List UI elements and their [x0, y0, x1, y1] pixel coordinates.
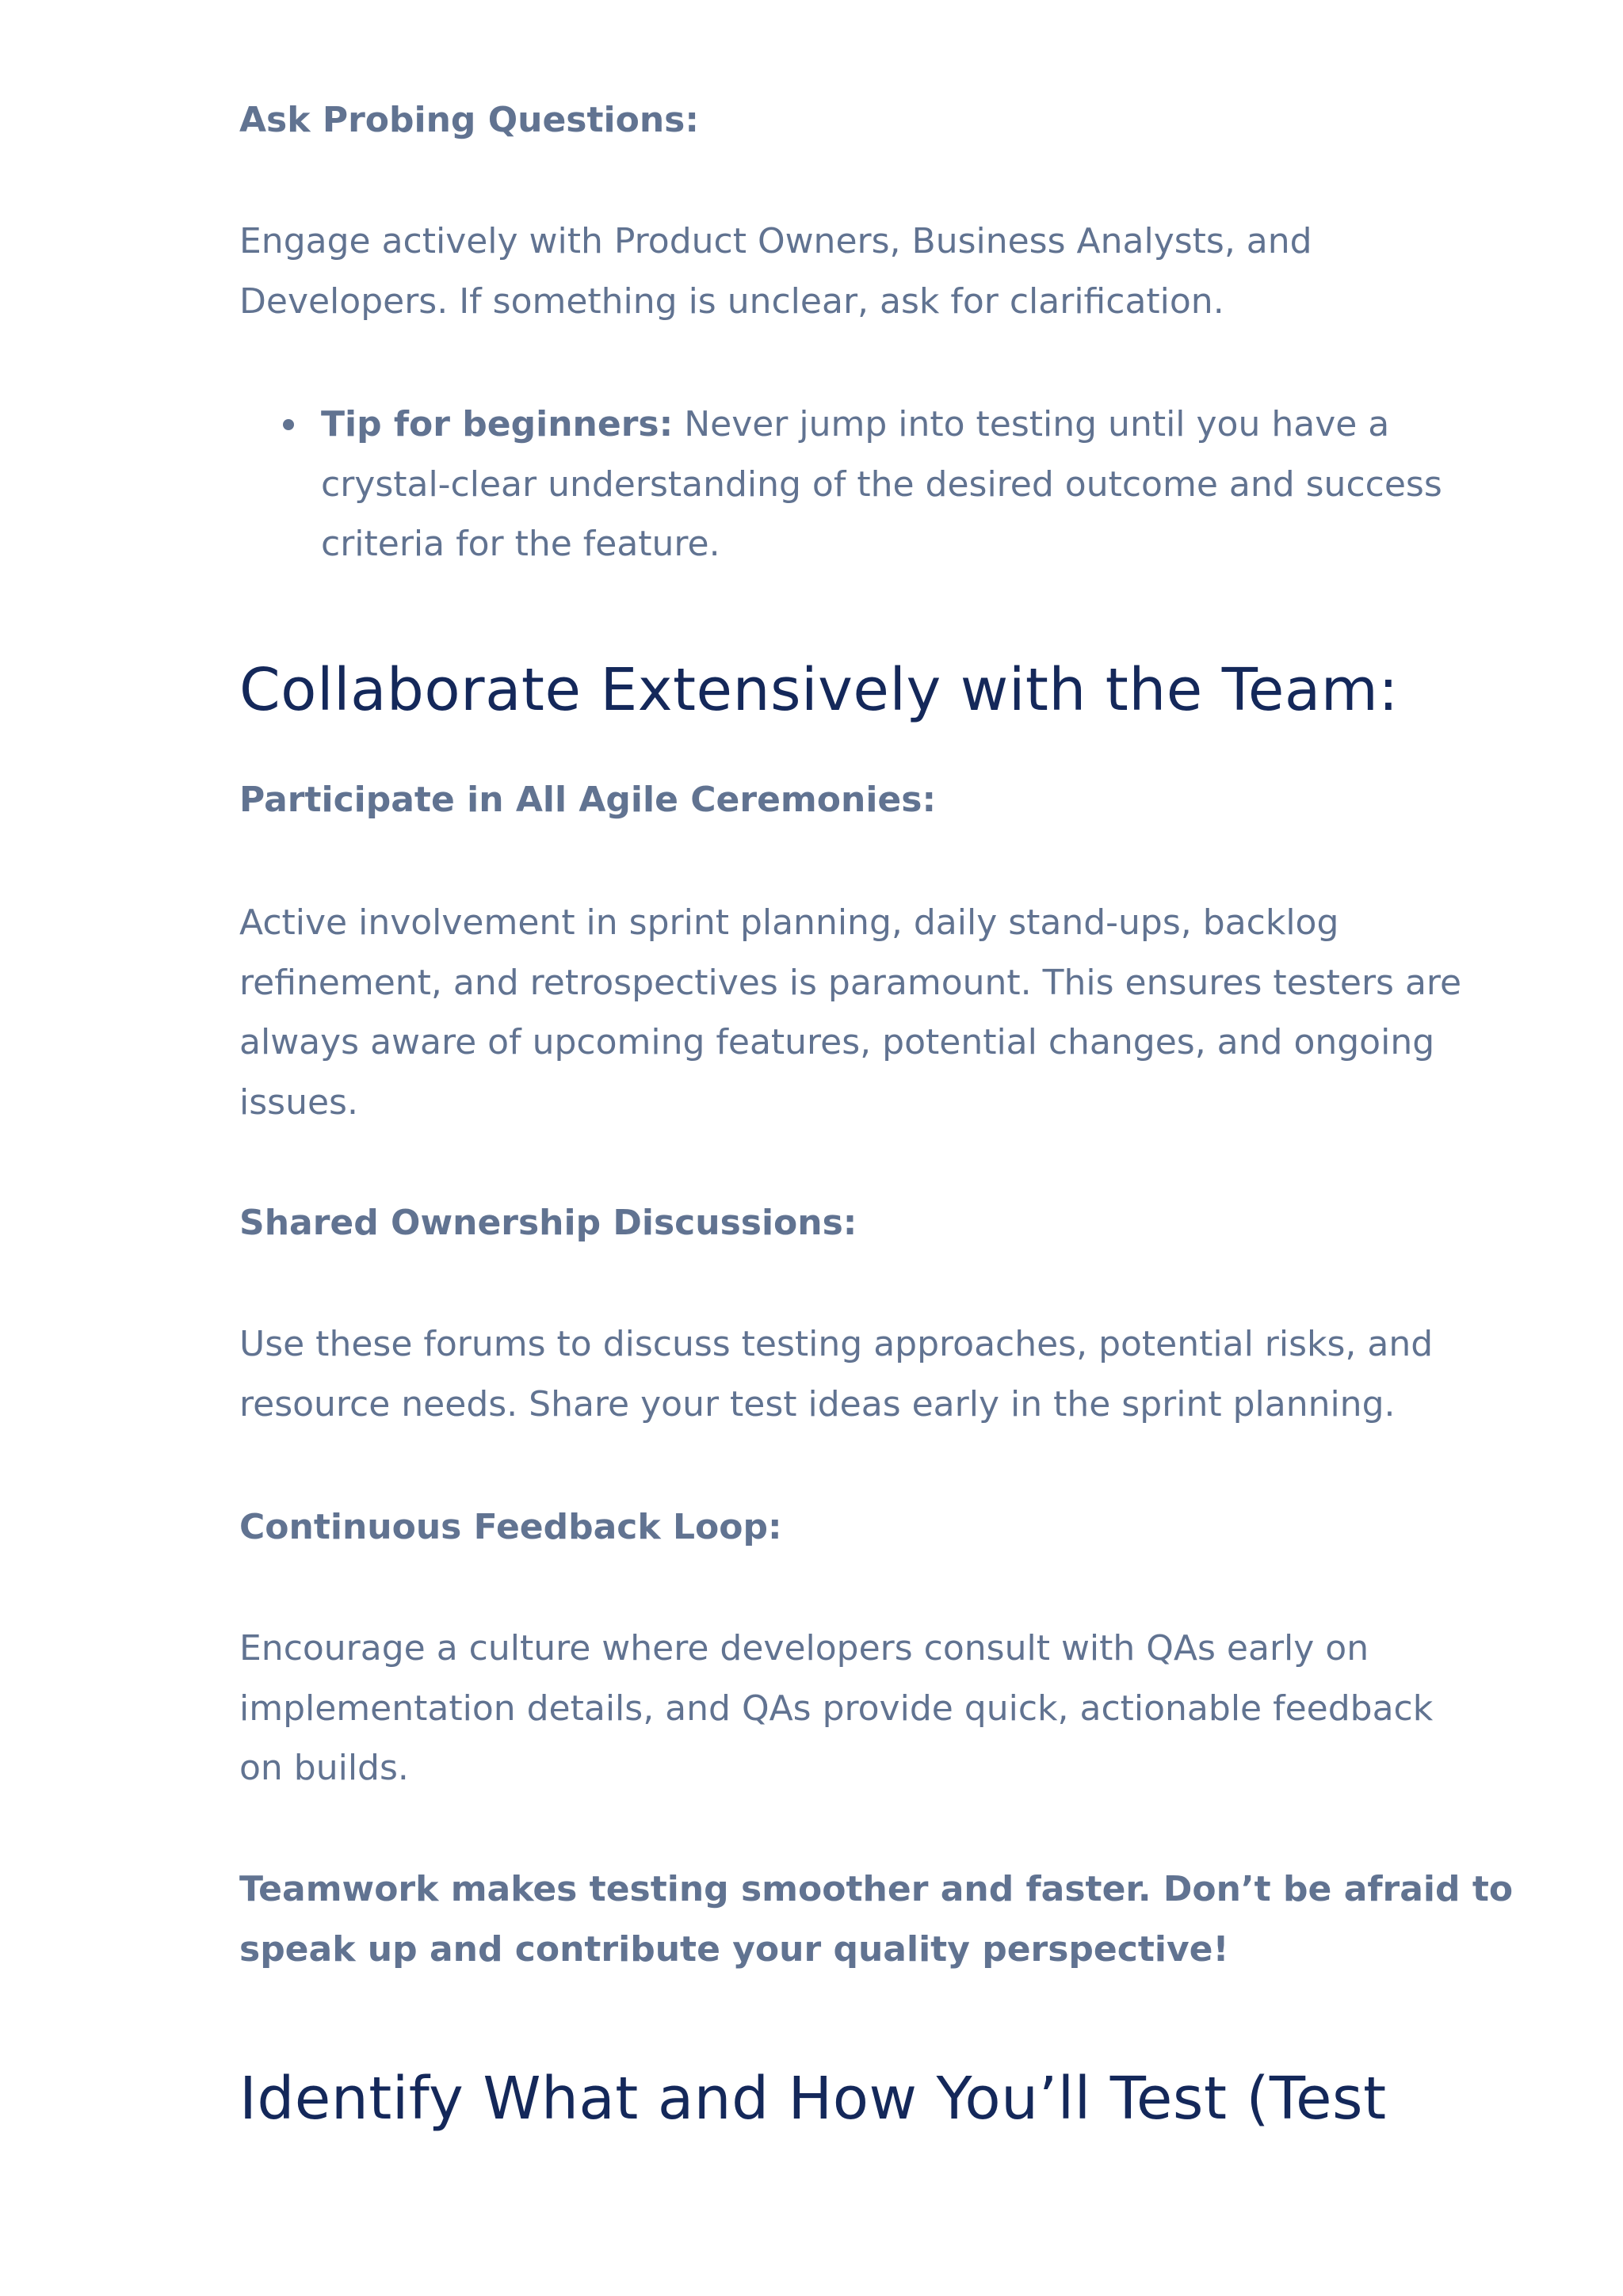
paragraph-line: refinement, and retrospectives is paramount. This ensures testers are	[239, 962, 1462, 1003]
ask-probing-questions-heading: Ask Probing Questions:	[239, 100, 699, 140]
continuous-feedback-paragraph	[239, 1619, 1444, 1798]
collaborate-section-title: Collaborate Extensively with the Team:	[239, 656, 1399, 724]
tip-bullet-text	[321, 395, 1442, 574]
bullet-icon	[283, 419, 294, 430]
paragraph-line: Engage actively with Product Owners, Business Analysts, and	[239, 221, 1312, 261]
paragraph-line: Developers. If something is unclear, ask for clarification.	[239, 280, 1224, 322]
identify-section-title: Identify What and How You’ll Test (Test	[239, 2065, 1387, 2133]
continuous-feedback-heading: Continuous Feedback Loop:	[239, 1507, 782, 1547]
tip-line: criteria for the feature.	[321, 524, 720, 564]
ask-probing-questions-paragraph	[239, 212, 1444, 331]
emphasis-line: speak up and contribute your quality perspective!	[239, 1929, 1229, 1970]
paragraph-line: Active involvement in sprint planning, daily stand-ups, backlog	[239, 902, 1339, 943]
agile-ceremonies-paragraph	[239, 893, 1462, 1132]
agile-ceremonies-heading: Participate in All Agile Ceremonies:	[239, 780, 937, 820]
paragraph-line: on builds.	[239, 1748, 409, 1788]
paragraph-line: resource needs. Share your test ideas early in the sprint planning.	[239, 1383, 1396, 1425]
paragraph-line: implementation details, and QAs provide quick, actionable feedback	[239, 1688, 1434, 1729]
shared-ownership-heading: Shared Ownership Discussions:	[239, 1203, 857, 1243]
tip-line	[321, 395, 1442, 455]
shared-ownership-paragraph	[239, 1314, 1444, 1434]
paragraph-line: Use these forums to discuss testing approaches, potential risks, and	[239, 1324, 1434, 1364]
tip-line: crystal-clear understanding of the desired outcome and success	[321, 463, 1442, 505]
paragraph-line: always aware of upcoming features, potential changes, and ongoing	[239, 1022, 1435, 1062]
tip-text: Never jump into testing until you have a	[684, 404, 1390, 444]
tip-label: Tip for beginners:	[321, 404, 674, 444]
paragraph-line: Encourage a culture where developers consult with QAs early on	[239, 1628, 1369, 1669]
teamwork-emphasis	[239, 1859, 1514, 1980]
paragraph-line: issues.	[239, 1081, 358, 1123]
emphasis-line: Teamwork makes testing smoother and faster. Don’t be afraid to	[239, 1869, 1514, 1909]
